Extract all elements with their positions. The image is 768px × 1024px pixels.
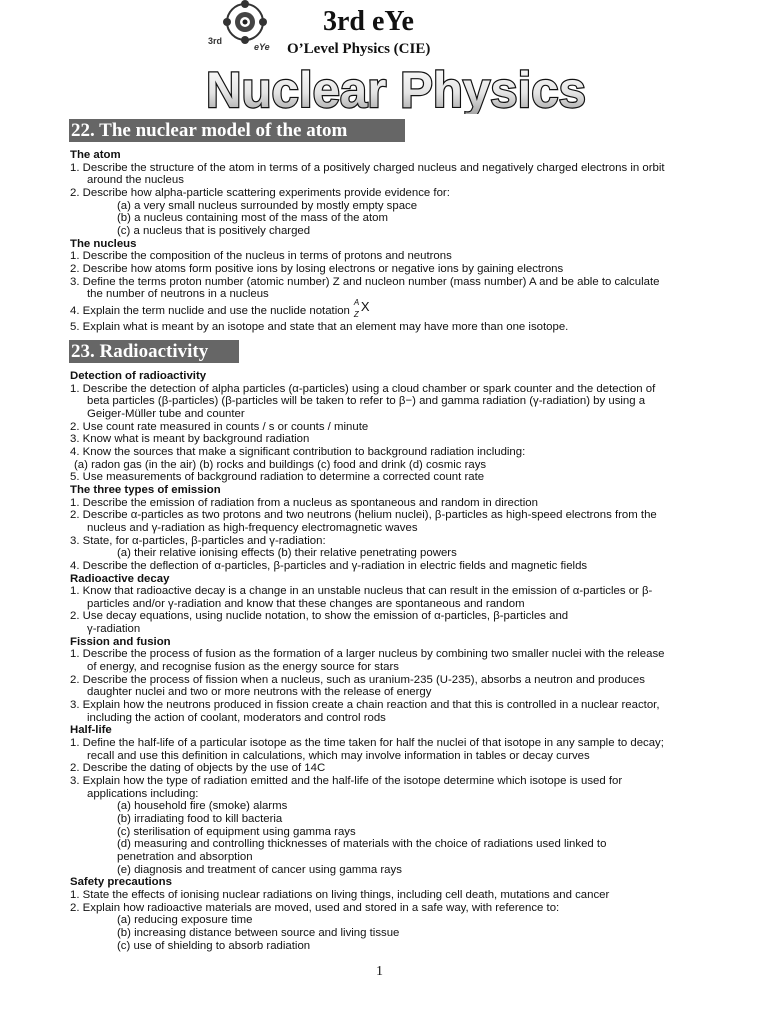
section-content xyxy=(70,149,710,334)
list-item: (a) radon gas (in the air) (b) rocks and buildings (c) food and drink (d) cosmic rays xyxy=(74,458,487,471)
list-item: 2. Describe α-particles as two protons and two neutrons (helium nuclei), β-particles as high-speed electrons from the xyxy=(70,509,657,522)
list-item: 5. Explain what is meant by an isotope and state that an element may have more than one isotope. xyxy=(70,320,569,333)
list-item: (b) irradiating food to kill bacteria xyxy=(117,812,283,825)
list-item: 1. Describe the composition of the nucleus in terms of protons and neutrons xyxy=(70,250,452,263)
list-item: (c) a nucleus that is positively charged xyxy=(117,224,311,237)
list-item: 4. Know the sources that make a significant contribution to background radiation including: xyxy=(70,445,526,458)
svg-text:eYe: eYe xyxy=(254,42,270,52)
list-item: 2. Describe the process of fission when a nucleus, such as uranium-235 (U-235), absorbs a neutron and produces xyxy=(70,673,645,686)
list-item: 2. Describe how atoms form positive ions by losing electrons or negative ions by gaining electrons xyxy=(70,262,564,275)
list-item: 4. Describe the deflection of α-particles, β-particles and γ-radiation in electric fields and magnetic fields xyxy=(70,559,588,572)
list-item: 1. State the effects of ionising nuclear radiations on living things, including cell death, mutations and cancer xyxy=(70,888,610,901)
list-item: 3. State, for α-particles, β-particles and γ-radiation: xyxy=(70,534,326,547)
list-item: 1. Define the half-life of a particular isotope as the time taken for half the nuclei of that isotope in any sample to decay; xyxy=(70,737,664,750)
brand-name: 3rd eYe xyxy=(323,6,414,37)
page-title xyxy=(204,64,588,119)
eye-logo-icon xyxy=(206,0,284,52)
list-item: 5. Use measurements of background radiation to determine a corrected count rate xyxy=(70,471,485,484)
list-item: applications including: xyxy=(87,787,199,800)
list-item: penetration and absorption xyxy=(117,850,253,863)
subsection-heading: Detection of radioactivity xyxy=(70,370,207,382)
list-item: 2. Describe the dating of objects by the use of 14C xyxy=(70,762,326,775)
list-item: (c) sterilisation of equipment using gamma rays xyxy=(117,825,356,838)
list-item: 3. Know what is meant by background radiation xyxy=(70,433,310,446)
subsection-heading: Fission and fusion xyxy=(70,635,171,648)
logo xyxy=(206,0,284,52)
list-item: 1. Describe the detection of alpha particles (α-particles) using a cloud chamber or spark counter and the detection of xyxy=(70,382,656,395)
list-item: 2. Use count rate measured in counts / s or counts / minute xyxy=(70,420,369,433)
list-item: 3. Explain how the neutrons produced in fission create a chain reaction and that this is controlled in a nuclear reactor, xyxy=(70,699,660,712)
page-title-text: Nuclear Physics xyxy=(206,64,586,114)
subsection-heading: The nucleus xyxy=(70,237,137,250)
course-subtitle: O’Level Physics (CIE) xyxy=(287,41,431,57)
list-item: (a) their relative ionising effects (b) their relative penetrating powers xyxy=(117,547,457,560)
list-item: 1. Describe the emission of radiation from a nucleus as spontaneous and random in direction xyxy=(70,496,538,509)
list-item: 2. Describe how alpha-particle scattering experiments provide evidence for: xyxy=(70,186,450,199)
subsection-heading: Safety precautions xyxy=(70,876,172,889)
nuclide-notation: A Z X xyxy=(353,297,370,319)
section-content xyxy=(70,370,710,952)
list-item: 1. Describe the process of fusion as the formation of a larger nucleus by combining two smaller nuclei with the release xyxy=(70,648,665,661)
subsection-heading: Radioactive decay xyxy=(70,572,170,585)
list-item: (b) increasing distance between source and living tissue xyxy=(117,926,400,939)
list-item: (c) use of shielding to absorb radiation xyxy=(117,939,311,952)
subsection-heading: The three types of emission xyxy=(70,483,221,496)
list-item: 1. Describe the structure of the atom in terms of a positively charged nucleus and negatively charged electrons in orbit xyxy=(70,161,665,174)
list-item: (b) a nucleus containing most of the mass of the atom xyxy=(117,212,388,225)
list-item: of energy, and recognise fusion as the energy source for stars xyxy=(87,661,399,674)
list-item: recall and use this definition in calculations, which may involve information in tables or decay curves xyxy=(87,749,590,762)
list-item: nucleus and γ-radiation as high-frequency electromagnetic waves xyxy=(87,521,418,534)
subsection-heading: The atom xyxy=(70,149,121,161)
list-item: γ-radiation xyxy=(87,623,141,636)
list-item: particles and/or γ-radiation and know that these changes are spontaneous and random xyxy=(87,597,525,610)
list-item: 4. Explain the term nuclide and use the nuclide notation A Z X xyxy=(70,301,710,321)
list-item: 2. Explain how radioactive materials are moved, used and stored in a safe way, with reference to: xyxy=(70,901,560,914)
section-heading: 23. Radioactivity xyxy=(69,340,239,363)
list-item: 2. Use decay equations, using nuclide notation, to show the emission of α-particles, β-particles and xyxy=(70,610,569,623)
list-item: 3. Explain how the type of radiation emitted and the half-life of the isotope determine which isotope is used for xyxy=(70,775,623,787)
page-number: 1 xyxy=(376,964,383,979)
list-item: including the action of coolant, moderators and control rods xyxy=(87,711,386,724)
list-item: (a) reducing exposure time xyxy=(117,914,253,927)
list-item: (d) measuring and controlling thicknesses of materials with the choice of radiations used linked to xyxy=(117,838,607,851)
list-item: 1. Know that radioactive decay is a change in an unstable nucleus that can result in the emission of α-particles or β- xyxy=(70,585,653,598)
list-item: (a) a very small nucleus surrounded by mostly empty space xyxy=(117,199,418,212)
section-heading: 22. The nuclear model of the atom xyxy=(69,119,405,142)
svg-text:3rd: 3rd xyxy=(208,36,223,46)
list-item: (e) diagnosis and treatment of cancer using gamma rays xyxy=(117,863,402,876)
list-item: the number of neutrons in a nucleus xyxy=(87,288,269,301)
list-item: daughter nuclei and two or more neutrons with the release of energy xyxy=(87,686,432,699)
list-item: Geiger-Müller tube and counter xyxy=(87,407,245,420)
subsection-heading: Half-life xyxy=(70,724,112,737)
list-item: 3. Define the terms proton number (atomic number) Z and nucleon number (mass number) A and be able to calculate xyxy=(70,275,660,288)
list-item: around the nucleus xyxy=(87,174,184,187)
list-item: beta particles (β-particles) (β-particles will be taken to refer to β−) and gamma radiation (γ-radiation) by using a xyxy=(87,395,646,408)
list-item: (a) household fire (smoke) alarms xyxy=(117,800,288,813)
